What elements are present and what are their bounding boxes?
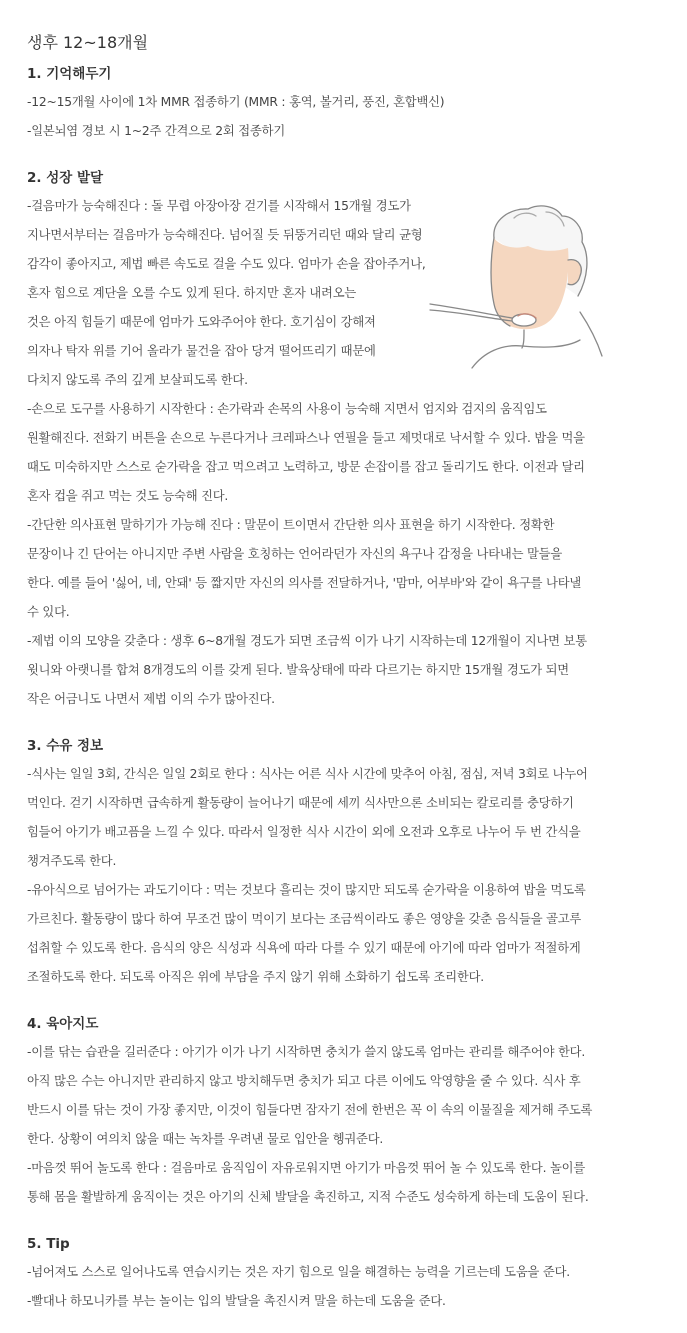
paragraph-line: 윗니와 아랫니를 합쳐 8개경도의 이를 갖게 된다. 발육상태에 따라 다르기는 하지만 15개월 경도가 되면 xyxy=(27,663,569,677)
paragraph-line: 조절하도록 한다. 되도록 아직은 위에 부담을 주지 않기 위해 소화하기 쉽도록 조리한다. xyxy=(27,970,484,984)
section-memo xyxy=(27,64,667,146)
paragraph-line: 원활해진다. 전화기 버튼을 손으로 누른다거나 크레파스나 연필을 들고 제멋대로 낙서할 수 있다. 밥을 먹을 xyxy=(27,431,585,445)
paragraph-line: -마음껏 뛰어 놀도록 한다 : 걸음마로 움직임이 자유로워지면 아기가 마음껏 뛰어 놀 수 있도록 한다. 놀이를 xyxy=(27,1161,586,1175)
paragraph-line: 문장이나 긴 단어는 아니지만 주변 사람을 호칭하는 언어라던가 자신의 욕구나 감정을 나타내는 말들을 xyxy=(27,547,563,561)
paragraph-line: -넘어져도 스스로 일어나도록 연습시키는 것은 자기 힘으로 일을 해결하는 능력을 기르는데 도움을 준다. xyxy=(27,1265,570,1279)
paragraph-line: -12~15개월 사이에 1차 MMR 접종하기 (MMR : 홍역, 볼거리, 풍진, 혼합백신) xyxy=(27,95,445,109)
paragraph-line: -이를 닦는 습관을 길러준다 : 아기가 이가 나기 시작하면 충치가 쓸지 않도록 엄마는 관리를 해주어야 한다. xyxy=(27,1045,586,1059)
paragraph-line: 수 있다. xyxy=(27,605,70,619)
paragraph-line: 감각이 좋아지고, 제법 빠른 속도로 걸을 수도 있다. 엄마가 손을 잡아주거나, xyxy=(27,257,426,271)
paragraph-line: 통해 몸을 활발하게 움직이는 것은 아기의 신체 발달을 촉진하고, 지적 수준도 성숙하게 하는데 도움이 된다. xyxy=(27,1190,589,1204)
paragraph-line: 반드시 이를 닦는 것이 가장 좋지만, 이것이 힘들다면 잠자기 전에 한번은 꼭 이 속의 이물질을 제거해 주도록 xyxy=(27,1103,593,1117)
paragraph-line: 힘들어 아기가 배고픔을 느낄 수 있다. 따라서 일정한 식사 시간이 외에 오전과 오후로 나누어 두 번 간식을 xyxy=(27,825,581,839)
paragraph-line: 지나면서부터는 걸음마가 능숙해진다. 넘어질 듯 뒤뚱거리던 때와 달리 균형 xyxy=(27,228,423,242)
section-heading: 1. 기억해두기 xyxy=(27,66,112,82)
paragraph-line: 아직 많은 수는 아니지만 관리하지 않고 방치해두면 충치가 되고 다른 이에도 악영향을 줄 수 있다. 식사 후 xyxy=(27,1074,581,1088)
paragraph-line: -유아식으로 넘어가는 과도기이다 : 먹는 것보다 흘리는 것이 많지만 되도록 숟가락을 이용하여 밥을 먹도록 xyxy=(27,883,586,897)
paragraph-line: 것은 아직 힘들기 때문에 엄마가 도와주어야 한다. 호기심이 강해져 xyxy=(27,315,376,329)
paragraph-line: 가르친다. 활동량이 많다 하여 무조건 많이 먹이기 보다는 조금씩이라도 좋은 영양을 갖춘 음식들을 골고루 xyxy=(27,912,582,926)
paragraph-line: 섭취할 수 있도록 한다. 음식의 양은 식성과 식욕에 따라 다를 수 있기 때문에 아기에 따라 엄마가 적절하게 xyxy=(27,941,581,955)
paragraph-line: 작은 어금니도 나면서 제법 이의 수가 많아진다. xyxy=(27,692,275,706)
section-feeding xyxy=(27,736,667,992)
paragraph-line: 의자나 탁자 위를 기어 올라가 물건을 잡아 당겨 떨어뜨리기 때문에 xyxy=(27,344,376,358)
paragraph-line: -빨대나 하모니카를 부는 놀이는 입의 발달을 촉진시켜 말을 하는데 도움을 준다. xyxy=(27,1294,446,1308)
section-parenting xyxy=(27,1014,667,1212)
paragraph-line: -식사는 일일 3회, 간식은 일일 2회로 한다 : 식사는 어른 식사 시간에 맞추어 아침, 점심, 저녁 3회로 나누어 xyxy=(27,767,588,781)
section-heading: 3. 수유 정보 xyxy=(27,738,104,754)
paragraph-line: 챙겨주도록 한다. xyxy=(27,854,117,868)
paragraph-line: -간단한 의사표현 말하기가 가능해 진다 : 말문이 트이면서 간단한 의사 표현을 하기 시작한다. 정확한 xyxy=(27,518,555,532)
paragraph-line: 때도 미숙하지만 스스로 숟가락을 잡고 먹으려고 노력하고, 방문 손잡이를 잡고 돌리기도 한다. 이전과 달리 xyxy=(27,460,585,474)
paragraph-line: 먹인다. 걷기 시작하면 급속하게 활동량이 늘어나기 때문에 세끼 식사만으론 소비되는 칼로리를 충당하기 xyxy=(27,796,574,810)
section-tip xyxy=(27,1234,667,1316)
paragraph-line: -제법 이의 모양을 갖춘다 : 생후 6~8개월 경도가 되면 조금씩 이가 나기 시작하는데 12개월이 지나면 보통 xyxy=(27,634,587,648)
article-title: 생후 12~18개월 xyxy=(27,33,149,52)
section-heading: 2. 성장 발달 xyxy=(27,170,104,186)
child-eating-with-spoon-icon xyxy=(428,200,608,370)
paragraph-line: 다치지 않도록 주의 깊게 보살피도록 한다. xyxy=(27,373,248,387)
paragraph-line: -일본뇌염 경보 시 1~2주 간격으로 2회 접종하기 xyxy=(27,124,286,138)
section-heading: 4. 육아지도 xyxy=(27,1016,99,1032)
paragraph-line: 혼자 컵을 쥐고 먹는 것도 능숙해 진다. xyxy=(27,489,229,503)
paragraph-line: -걸음마가 능숙해진다 : 돌 무렵 아장아장 걷기를 시작해서 15개월 경도가 xyxy=(27,199,411,213)
paragraph-line: 혼자 힘으로 계단을 오를 수도 있게 된다. 하지만 혼자 내려오는 xyxy=(27,286,357,300)
paragraph-line: -손으로 도구를 사용하기 시작한다 : 손가락과 손목의 사용이 능숙해 지면서 엄지와 검지의 움직임도 xyxy=(27,402,547,416)
paragraph-line: 한다. 예를 들어 '싫어, 네, 안돼' 등 짧지만 자신의 의사를 전달하거나, '맘마, 어부바'와 같이 욕구를 나타낼 xyxy=(27,576,582,590)
paragraph-line: 한다. 상황이 여의치 않을 때는 녹차를 우려낸 물로 입안을 헹궈준다. xyxy=(27,1132,384,1146)
section-heading: 5. Tip xyxy=(27,1236,70,1252)
